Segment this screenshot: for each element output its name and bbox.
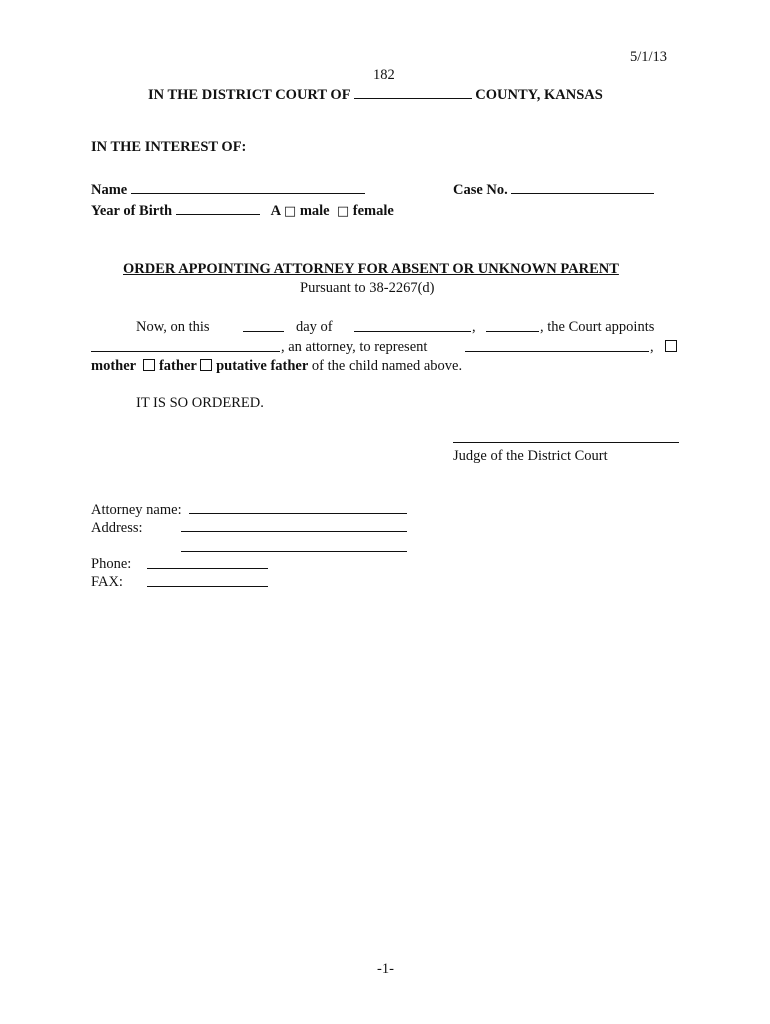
mother-label: mother xyxy=(91,358,137,374)
attorney-appointed-field[interactable] xyxy=(91,351,280,352)
address-field-line-2[interactable] xyxy=(181,551,407,552)
sex-prefix: A xyxy=(270,203,281,219)
court-appoints-text: , the Court appoints xyxy=(540,319,655,335)
mother-checkbox[interactable] xyxy=(665,340,677,355)
now-on-this-text: Now, on this xyxy=(136,319,210,335)
child-name-field[interactable] xyxy=(131,181,365,194)
court-title-prefix: IN THE DISTRICT COURT OF xyxy=(148,87,351,103)
comma-text: , xyxy=(472,319,476,335)
father-label: father xyxy=(158,358,197,374)
attorney-to-represent-text: , an attorney, to represent xyxy=(281,339,428,355)
so-ordered-text: IT IS SO ORDERED. xyxy=(136,395,264,411)
interest-of-heading: IN THE INTEREST OF: xyxy=(91,139,247,155)
fax-field[interactable] xyxy=(147,586,268,587)
parent-name-field[interactable] xyxy=(465,351,649,352)
fax-label: FAX: xyxy=(91,574,123,590)
putative-father-checkbox[interactable] xyxy=(200,359,212,371)
of-child-text: of the child named above. xyxy=(311,358,463,374)
case-no-row xyxy=(453,181,654,198)
name-row xyxy=(91,181,365,198)
male-checkbox[interactable]: □ xyxy=(283,204,297,219)
order-title: ORDER APPOINTING ATTORNEY FOR ABSENT OR UNKNOWN PARENT xyxy=(123,261,619,277)
address-field-line-1[interactable] xyxy=(181,531,407,532)
attorney-name-label: Attorney name: xyxy=(91,502,182,518)
court-title xyxy=(148,86,603,103)
case-no-label: Case No. xyxy=(453,182,508,198)
day-field[interactable] xyxy=(243,331,284,332)
year-of-birth-field[interactable] xyxy=(176,202,260,215)
checkbox-square-icon xyxy=(665,340,677,352)
father-checkbox[interactable] xyxy=(143,359,155,371)
revision-date: 5/1/13 xyxy=(630,49,668,65)
case-no-field[interactable] xyxy=(511,181,654,194)
pursuant-statute: Pursuant to 38-2267(d) xyxy=(300,280,435,296)
court-title-suffix: COUNTY, KANSAS xyxy=(475,87,603,103)
form-number: 182 xyxy=(373,67,395,83)
parent-type-row xyxy=(91,359,462,374)
male-label: male xyxy=(299,203,330,219)
comma-text-2: , xyxy=(650,339,654,355)
putative-father-label: putative father xyxy=(216,358,309,374)
year-of-birth-label: Year of Birth xyxy=(91,203,173,219)
phone-label: Phone: xyxy=(91,556,132,572)
judge-label: Judge of the District Court xyxy=(453,448,608,464)
attorney-name-field[interactable] xyxy=(189,513,407,514)
name-label: Name xyxy=(91,182,128,198)
phone-field[interactable] xyxy=(147,568,268,569)
address-label: Address: xyxy=(91,520,143,536)
year-field[interactable] xyxy=(486,331,539,332)
female-checkbox[interactable]: □ xyxy=(336,204,350,219)
month-field[interactable] xyxy=(354,331,471,332)
day-of-text: day of xyxy=(296,319,333,335)
year-of-birth-row xyxy=(91,202,394,219)
page-number: -1- xyxy=(377,961,394,977)
judge-signature-line[interactable] xyxy=(453,442,679,443)
county-name-field[interactable] xyxy=(354,86,472,99)
female-label: female xyxy=(352,203,394,219)
